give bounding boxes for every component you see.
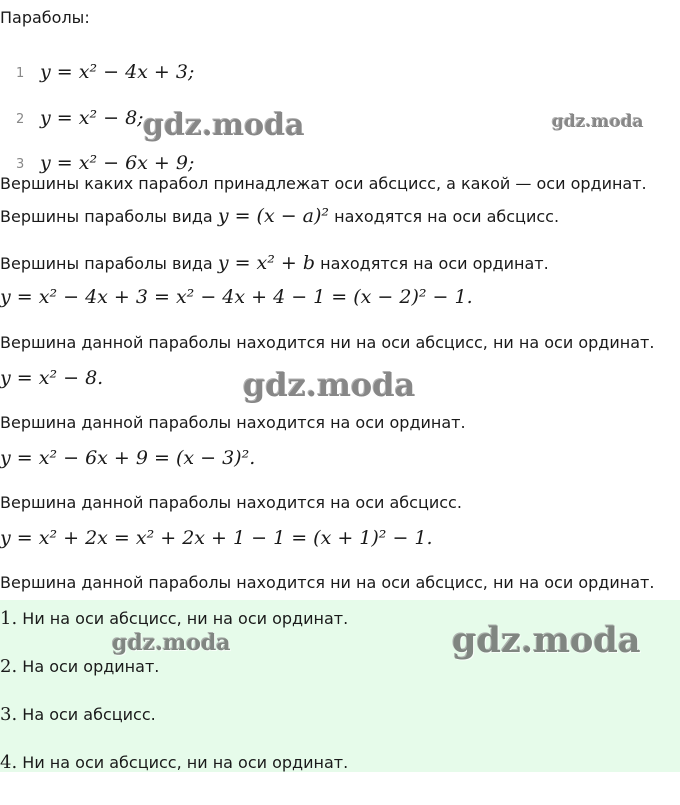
answer-item xyxy=(0,753,348,773)
rule-suffix: находятся на оси ординат. xyxy=(320,254,549,273)
heading: Параболы: xyxy=(0,8,90,27)
solution-formula: y = x² − 6x + 9 = (x − 3)². xyxy=(0,447,256,469)
rule-prefix: Вершины параболы вида xyxy=(0,207,213,226)
watermark-logo: gdz.moda xyxy=(243,366,416,404)
solution-text: Вершина данной параболы находится на оси ординат. xyxy=(0,413,466,432)
rule-formula: y = x² + b xyxy=(217,252,316,274)
watermark-logo: gdz.moda xyxy=(143,108,305,143)
rule-ordinate xyxy=(0,253,549,274)
rule-prefix: Вершины параболы вида xyxy=(0,254,213,273)
answer-item xyxy=(0,657,159,677)
parabola-list xyxy=(0,50,680,174)
watermark-logo: gdz.moda xyxy=(552,112,644,132)
watermark-logo: gdz.moda xyxy=(452,620,641,661)
list-formula: y = x² − 6x + 9; xyxy=(40,152,195,174)
question-text: Вершины каких парабол принадлежат оси абсцисс, а какой — оси ординат. xyxy=(0,174,647,193)
answer-number: 3. xyxy=(0,704,18,725)
solution-formula: y = x² − 4x + 3 = x² − 4x + 4 − 1 = (x − 2)² − 1. xyxy=(0,286,473,308)
list-number: 2 xyxy=(16,112,25,127)
answer-text: На оси ординат. xyxy=(22,657,160,676)
list-formula: y = x² − 8; xyxy=(40,107,144,129)
answer-number: 4. xyxy=(0,752,18,773)
list-formula: y = x² − 4x + 3; xyxy=(40,61,195,83)
solution-formula: y = x² + 2x = x² + 2x + 1 − 1 = (x + 1)² − 1. xyxy=(0,527,433,549)
rule-suffix: находятся на оси абсцисс. xyxy=(334,207,560,226)
answer-item xyxy=(0,705,156,725)
solution-formula: y = x² − 8. xyxy=(0,367,104,389)
answer-number: 1. xyxy=(0,608,18,629)
list-number: 1 xyxy=(16,66,25,81)
watermark-logo: gdz.moda xyxy=(112,630,231,656)
answer-number: 2. xyxy=(0,656,18,677)
rule-abscissa xyxy=(0,206,559,227)
solution-text: Вершина данной параболы находится на оси абсцисс. xyxy=(0,493,462,512)
list-number: 3 xyxy=(16,157,25,172)
rule-formula: y = (x − a)² xyxy=(217,205,330,227)
answer-item xyxy=(0,609,348,629)
solution-text: Вершина данной параболы находится ни на оси абсцисс, ни на оси ординат. xyxy=(0,333,655,352)
answer-text: На оси абсцисс. xyxy=(22,705,156,724)
solution-text: Вершина данной параболы находится ни на оси абсцисс, ни на оси ординат. xyxy=(0,573,655,592)
answer-text: Ни на оси абсцисс, ни на оси ординат. xyxy=(22,753,349,772)
answer-text: Ни на оси абсцисс, ни на оси ординат. xyxy=(22,609,349,628)
